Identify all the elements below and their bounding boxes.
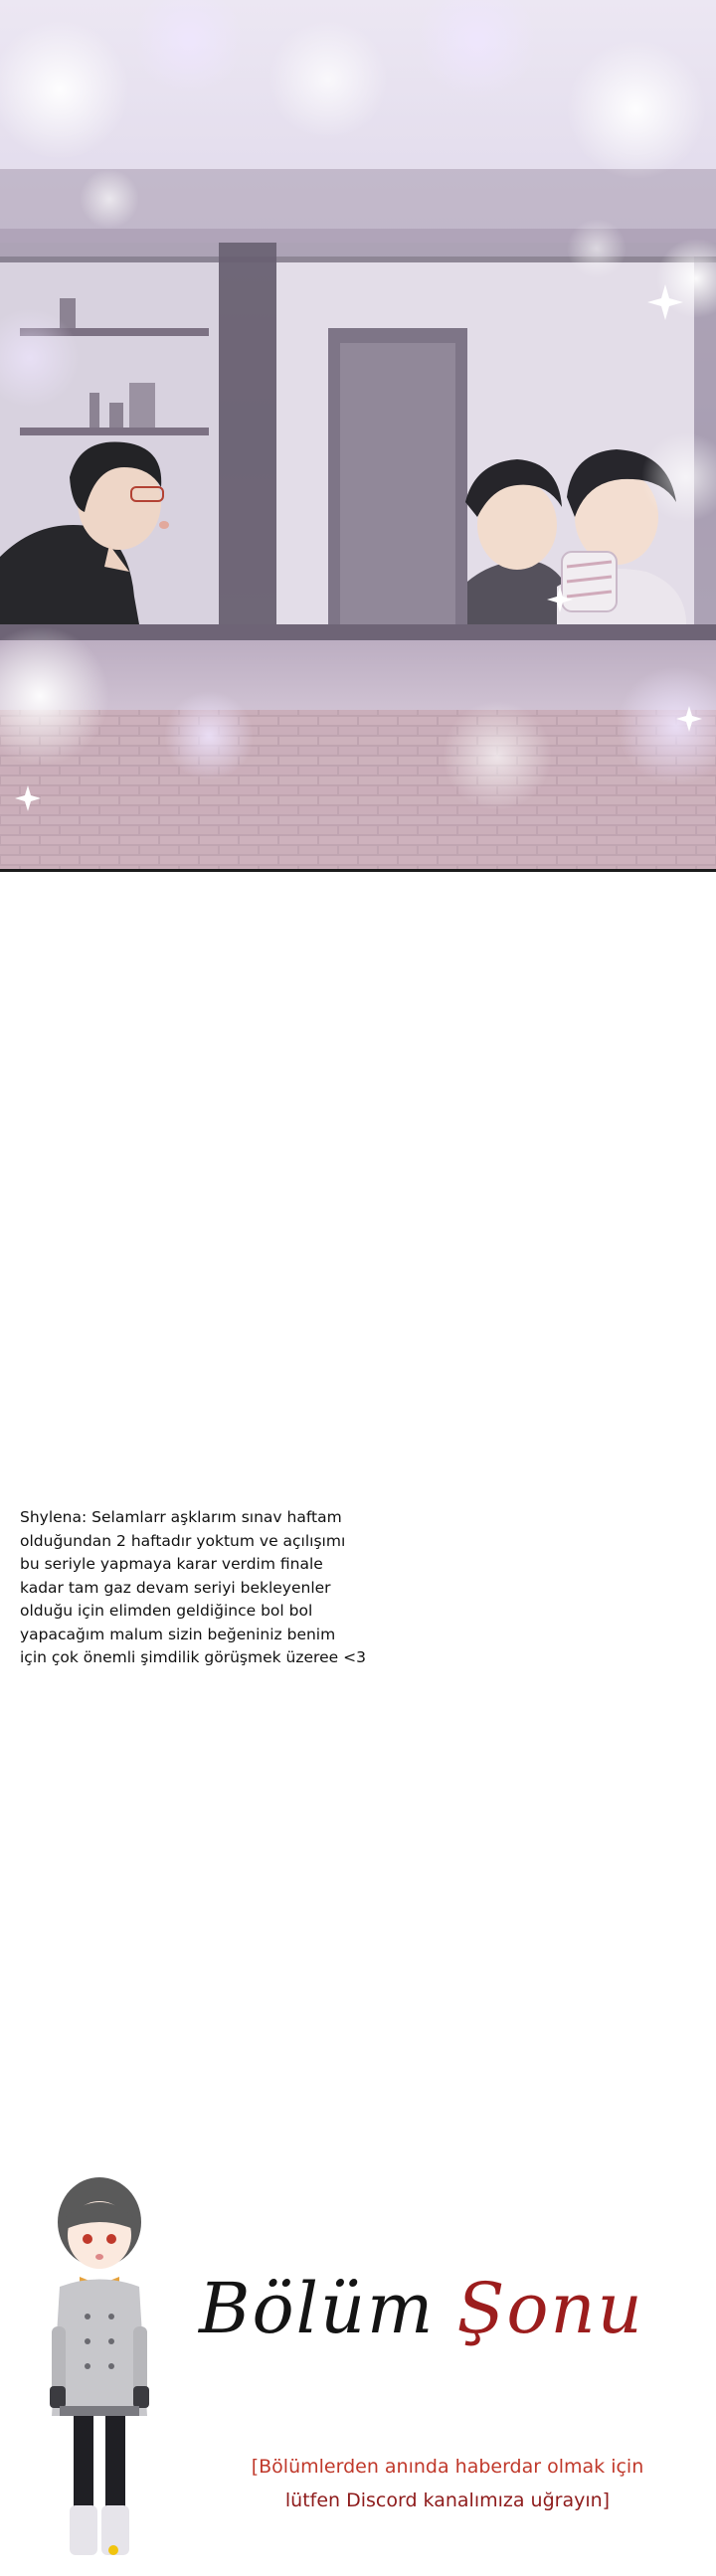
- comic-panel-artwork: [0, 0, 716, 871]
- discord-notice-line-1: [Bölümlerden anında haberdar olmak için: [251, 2456, 644, 2478]
- chibi-character-illustration: [30, 2167, 189, 2576]
- panel-border: [0, 869, 716, 872]
- end-title-word-2: Şonu: [456, 2268, 644, 2349]
- discord-notice: [209, 2450, 686, 2517]
- translator-note: Shylena: Selamlarr aşklarım sınav haftam olduğundan 2 haftadır yoktum ve açılışımı bu seriyle yapmaya karar verdim finale kadar tam gaz devam seriyi bekleyenler olduğu için elimden geldiğince bol bol yapacağım malum sizin beğeniniz benim için çok önemli şimdilik görüşmek üzeree <3: [20, 1508, 366, 1666]
- end-title-word-1: Bölüm: [199, 2268, 436, 2349]
- discord-notice-line-2: lütfen Discord kanalımıza uğrayın]: [284, 2490, 611, 2511]
- comic-panel: [0, 0, 716, 871]
- chapter-end-title: [199, 2259, 676, 2358]
